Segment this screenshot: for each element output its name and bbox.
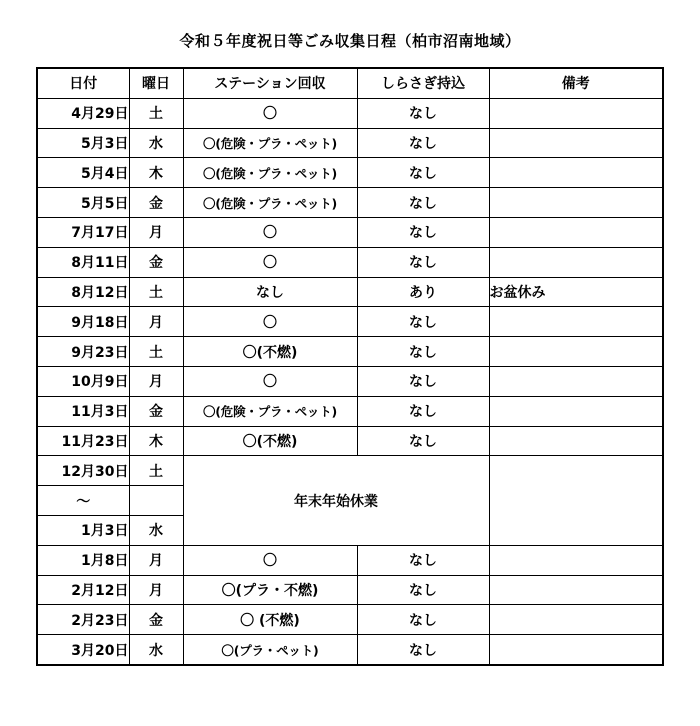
- table-row: [37, 247, 663, 277]
- day-cell: 土: [129, 98, 183, 128]
- note-cell: [489, 247, 663, 277]
- holiday-separator: ～: [37, 486, 129, 516]
- date-cell: 2月23日: [37, 605, 129, 635]
- table-row: [37, 217, 663, 247]
- shirasagi-cell: なし: [357, 366, 489, 396]
- table-row: [37, 426, 663, 456]
- station-cell: 〇(不燃): [183, 337, 357, 367]
- note-cell: [489, 605, 663, 635]
- header-row: [37, 68, 663, 98]
- station-cell: 〇(プラ・ペット): [183, 635, 357, 665]
- header-station: ステーション回収: [183, 68, 357, 98]
- table-row: [37, 277, 663, 307]
- shirasagi-cell: なし: [357, 635, 489, 665]
- station-cell: 〇: [183, 247, 357, 277]
- holiday-end-day: 水: [129, 515, 183, 545]
- table-row: [37, 337, 663, 367]
- date-cell: 9月18日: [37, 307, 129, 337]
- holiday-label: 年末年始休業: [183, 456, 489, 545]
- table-row: [37, 188, 663, 218]
- header-day: 曜日: [129, 68, 183, 98]
- station-cell: 〇: [183, 98, 357, 128]
- day-cell: 木: [129, 426, 183, 456]
- shirasagi-cell: なし: [357, 307, 489, 337]
- station-cell: 〇: [183, 217, 357, 247]
- shirasagi-cell: なし: [357, 396, 489, 426]
- note-cell: [489, 158, 663, 188]
- header-note: 備考: [489, 68, 663, 98]
- date-cell: 11月23日: [37, 426, 129, 456]
- day-cell: 月: [129, 575, 183, 605]
- note-cell: [489, 575, 663, 605]
- day-cell: 水: [129, 128, 183, 158]
- date-cell: 9月23日: [37, 337, 129, 367]
- table-row: [37, 635, 663, 665]
- table-row: [37, 307, 663, 337]
- date-cell: 11月3日: [37, 396, 129, 426]
- note-cell: お盆休み: [489, 277, 663, 307]
- station-cell: 〇(危険・プラ・ペット): [183, 188, 357, 218]
- table-row: [37, 605, 663, 635]
- shirasagi-cell: なし: [357, 247, 489, 277]
- day-cell: 水: [129, 635, 183, 665]
- day-cell: 金: [129, 605, 183, 635]
- note-cell: [489, 635, 663, 665]
- holiday-end-date: 1月3日: [37, 515, 129, 545]
- header-date: 日付: [37, 68, 129, 98]
- date-cell: 5月5日: [37, 188, 129, 218]
- day-cell: 土: [129, 277, 183, 307]
- date-cell: 4月29日: [37, 98, 129, 128]
- day-cell: 木: [129, 158, 183, 188]
- date-cell: 10月9日: [37, 366, 129, 396]
- day-cell: 月: [129, 366, 183, 396]
- station-cell: 〇: [183, 366, 357, 396]
- holiday-separator-day: [129, 486, 183, 516]
- shirasagi-cell: なし: [357, 128, 489, 158]
- station-cell: 〇(危険・プラ・ペット): [183, 396, 357, 426]
- shirasagi-cell: あり: [357, 277, 489, 307]
- station-cell: 〇 (不燃): [183, 605, 357, 635]
- header-shirasagi: しらさぎ持込: [357, 68, 489, 98]
- station-cell: なし: [183, 277, 357, 307]
- note-cell: [489, 188, 663, 218]
- note-cell: [489, 217, 663, 247]
- note-cell: [489, 337, 663, 367]
- day-cell: 土: [129, 337, 183, 367]
- schedule-table: [36, 67, 664, 666]
- day-cell: 月: [129, 545, 183, 575]
- shirasagi-cell: なし: [357, 337, 489, 367]
- note-cell: [489, 98, 663, 128]
- date-cell: 2月12日: [37, 575, 129, 605]
- shirasagi-cell: なし: [357, 188, 489, 218]
- table-row: [37, 575, 663, 605]
- station-cell: 〇: [183, 545, 357, 575]
- date-cell: 3月20日: [37, 635, 129, 665]
- holiday-row-start: [37, 456, 663, 486]
- shirasagi-cell: なし: [357, 98, 489, 128]
- date-cell: 5月3日: [37, 128, 129, 158]
- table-row: [37, 366, 663, 396]
- shirasagi-cell: なし: [357, 426, 489, 456]
- holiday-start-day: 土: [129, 456, 183, 486]
- shirasagi-cell: なし: [357, 217, 489, 247]
- note-cell: [489, 545, 663, 575]
- date-cell: 8月11日: [37, 247, 129, 277]
- shirasagi-cell: なし: [357, 545, 489, 575]
- station-cell: 〇(不燃): [183, 426, 357, 456]
- page-title: 令和５年度祝日等ごみ収集日程（柏市沼南地域）: [179, 32, 521, 50]
- note-cell: [489, 307, 663, 337]
- day-cell: 月: [129, 307, 183, 337]
- note-cell: [489, 396, 663, 426]
- shirasagi-cell: なし: [357, 158, 489, 188]
- day-cell: 金: [129, 188, 183, 218]
- holiday-start-date: 12月30日: [37, 456, 129, 486]
- date-cell: 7月17日: [37, 217, 129, 247]
- table-row: [37, 98, 663, 128]
- station-cell: 〇(危険・プラ・ペット): [183, 128, 357, 158]
- table-row: [37, 128, 663, 158]
- shirasagi-cell: なし: [357, 575, 489, 605]
- date-cell: 1月8日: [37, 545, 129, 575]
- station-cell: 〇(危険・プラ・ペット): [183, 158, 357, 188]
- day-cell: 月: [129, 217, 183, 247]
- note-cell: [489, 426, 663, 456]
- table-row: [37, 158, 663, 188]
- table-row: [37, 545, 663, 575]
- holiday-note: [489, 456, 663, 545]
- note-cell: [489, 366, 663, 396]
- station-cell: 〇(プラ・不燃): [183, 575, 357, 605]
- table-row: [37, 396, 663, 426]
- date-cell: 5月4日: [37, 158, 129, 188]
- day-cell: 金: [129, 247, 183, 277]
- station-cell: 〇: [183, 307, 357, 337]
- note-cell: [489, 128, 663, 158]
- shirasagi-cell: なし: [357, 605, 489, 635]
- day-cell: 金: [129, 396, 183, 426]
- date-cell: 8月12日: [37, 277, 129, 307]
